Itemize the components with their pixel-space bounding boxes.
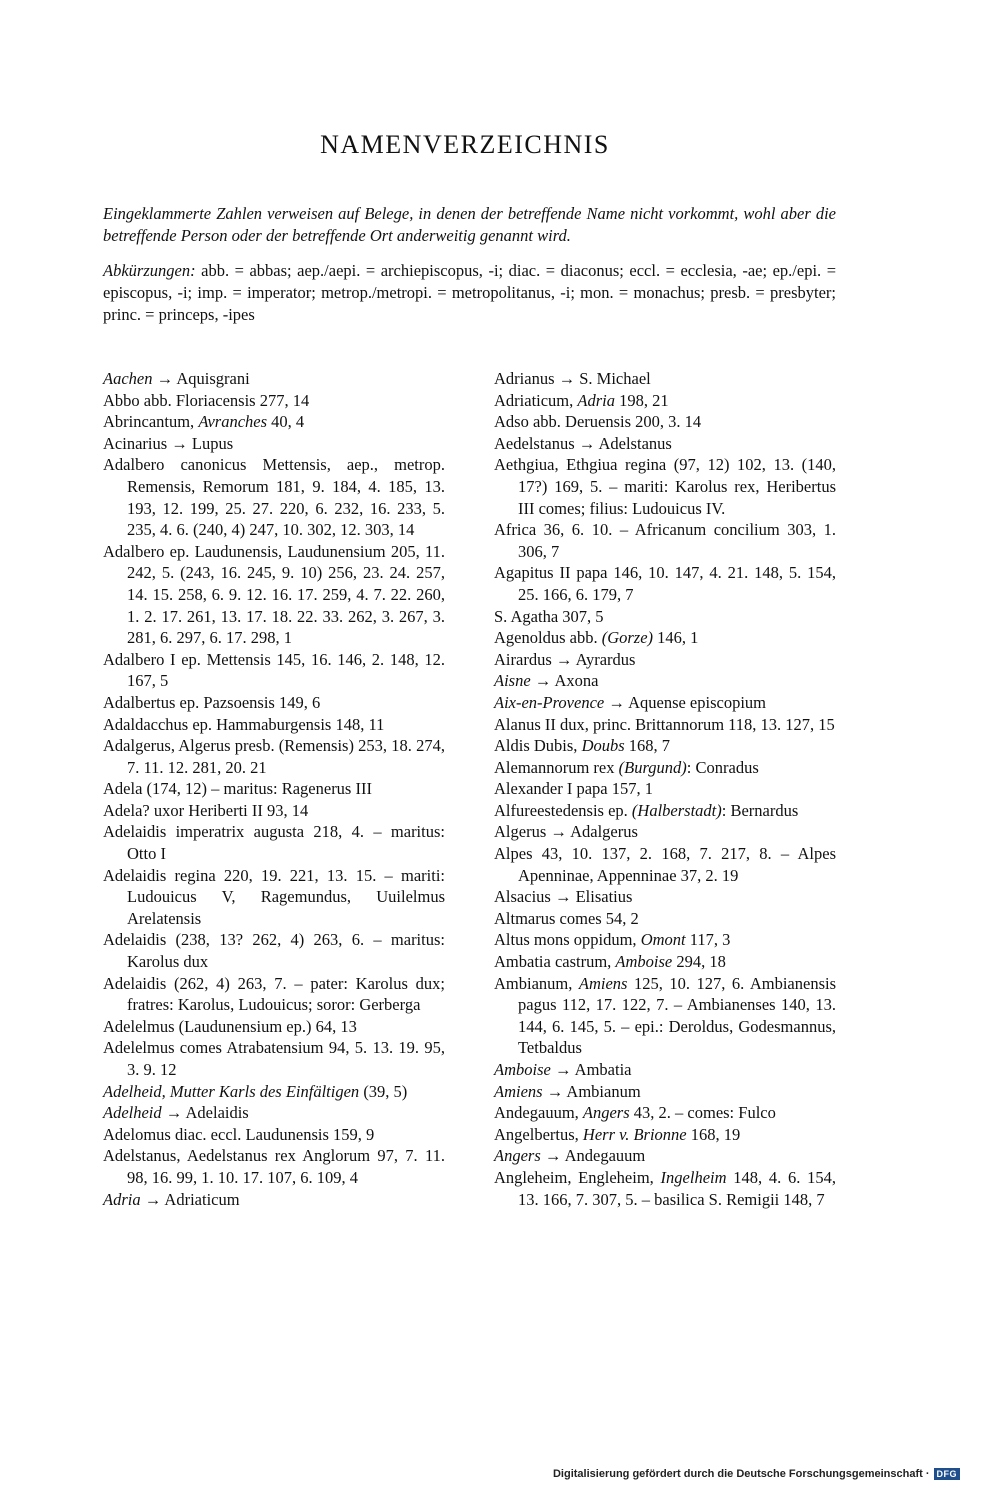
index-entry — [103, 1145, 445, 1188]
entry-segment: Ingelheim — [660, 1167, 727, 1187]
entry-segment: Agapitus II papa 146, 10. 147, 4. 21. 148, 5. 154, 25. 166, 6. 179, 7 — [494, 563, 836, 604]
entry-segment: Aix-en-Provence — [494, 692, 605, 712]
entry-segment: Adela (174, 12) – maritus: Ragenerus III — [103, 779, 372, 799]
entry-segment: Amboise — [494, 1060, 551, 1079]
entry-segment: Alanus II dux, princ. Brittannorum 118, 13. 127, 15 — [494, 714, 835, 734]
entry-segment: Adalgerus, Algerus presb. (Remensis) 253, 18. 274, 7. 11. 12. 281, 20. 21 — [103, 736, 445, 777]
index-entry — [494, 1102, 836, 1124]
entry-segment: → Axona — [530, 671, 599, 691]
entry-segment: Adso abb. Deruensis 200, 3. 14 — [494, 412, 702, 432]
index-entry — [103, 454, 445, 540]
entry-segment: Adria — [577, 390, 615, 410]
index-entry — [494, 519, 836, 562]
entry-segment: 40, 4 — [267, 412, 305, 432]
entry-segment: Ambatia castrum, — [494, 952, 616, 972]
index-entry — [494, 973, 836, 1059]
entry-segment: 117, 3 — [685, 930, 731, 950]
entry-segment: Alexander I papa 157, 1 — [494, 779, 653, 799]
entry-segment: 43, 2. – comes: Fulco — [629, 1103, 776, 1123]
index-entry — [494, 757, 836, 779]
entry-segment: (Halberstadt) — [631, 800, 722, 820]
entry-segment: Andegauum, — [494, 1103, 583, 1123]
entry-segment: Adria — [103, 1189, 141, 1209]
index-entry — [103, 1102, 445, 1124]
entry-segment: → Adelaidis — [161, 1103, 249, 1123]
entry-segment: → Ambatia — [550, 1060, 632, 1079]
entry-segment: Alpes 43, 10. 137, 2. 168, 7. 217, 8. – Alpes Apenninae, Appenninae 37, 2. 19 — [494, 844, 836, 885]
entry-segment: Alsacius → Elisatius — [494, 887, 633, 907]
entry-segment: (39, 5) — [359, 1081, 408, 1101]
entry-segment: → Aquense episcopium — [604, 692, 767, 712]
entry-segment: Adalbertus ep. Pazsoensis 149, 6 — [103, 692, 321, 712]
footer-text: Digitalisierung gefördert durch die Deutsche Forschungsgemeinschaft · — [552, 1468, 930, 1480]
entry-segment: Alemannorum rex — [494, 757, 619, 777]
entry-segment: 168, 7 — [624, 736, 671, 756]
index-entry — [494, 1145, 836, 1167]
index-entry — [494, 1124, 836, 1146]
entry-segment: Adelstanus, Aedelstanus rex Anglorum 97, 7. 11. 98, 16. 99, 1. 10. 17. 107, 6. 109, 4 — [103, 1146, 445, 1187]
entry-segment: Adelheid, Mutter Karls des Einfältigen — [103, 1081, 360, 1101]
index-entry — [494, 714, 836, 736]
index-entry — [103, 735, 445, 778]
entry-segment: Angers — [494, 1146, 541, 1166]
entry-segment: Adelomus diac. eccl. Laudunensis 159, 9 — [103, 1124, 375, 1144]
index-entry — [103, 1124, 445, 1146]
entry-segment: Aldis Dubis, — [494, 736, 582, 756]
index-entry — [494, 692, 836, 714]
footer-credit — [553, 1468, 960, 1480]
index-entry — [103, 649, 445, 692]
entry-segment: : Bernardus — [721, 800, 799, 820]
entry-segment: (Gorze) — [601, 628, 654, 648]
entry-segment: → Ambianum — [542, 1081, 641, 1101]
entry-segment: S. Agatha 307, 5 — [494, 606, 604, 626]
index-column-right — [494, 368, 836, 1210]
entry-segment: → Andegauum — [540, 1146, 646, 1166]
index-entry — [494, 778, 836, 800]
entry-segment: 294, 18 — [672, 952, 726, 972]
entry-segment: Aisne — [494, 671, 531, 691]
index-entry — [494, 627, 836, 649]
entry-segment: Acinarius → Lupus — [103, 433, 234, 453]
entry-segment: Aedelstanus → Adelstanus — [494, 433, 672, 453]
index-entry — [494, 670, 836, 692]
entry-segment: Africa 36, 6. 10. – Africanum concilium 303, 1. 306, 7 — [494, 520, 836, 561]
entry-segment: Altmarus comes 54, 2 — [494, 908, 639, 928]
entry-segment: → Adriaticum — [140, 1189, 240, 1209]
abbreviations-text: abb. = abbas; aep./aepi. = archiepiscopus, -i; diac. = diaconus; eccl. = ecclesia, -ae; ep./epi. = episcopus, -i; imp. = imperator; metrop./metropi. = metropolitanus, -i; mon. = monachus; presb. = presbyter; princ. = princeps, -ipes — [103, 261, 837, 324]
index-column-left — [103, 368, 445, 1210]
index-entry — [494, 886, 836, 908]
index-entry — [494, 411, 836, 433]
entry-segment: Angers — [582, 1103, 630, 1123]
entry-segment: Angelbertus, — [494, 1124, 583, 1144]
entry-segment: Omont — [640, 930, 686, 950]
index-entry — [103, 714, 445, 736]
entry-segment: Angleheim, Engleheim, — [494, 1167, 661, 1187]
entry-segment: Adelaidis regina 220, 19. 221, 13. 15. – mariti: Ludouicus V, Ragemundus, Uuilelmus Arelatensis — [103, 865, 445, 928]
entry-segment: Aethgiua, Ethgiua regina (97, 12) 102, 13. (140, 17?) 169, 5. – mariti: Karolus rex, Heribertus III comes; filius: Ludouicus IV. — [494, 455, 836, 518]
index-entry — [103, 411, 445, 433]
entry-segment: Adelelmus comes Atrabatensium 94, 5. 13. 19. 95, 3. 9. 12 — [103, 1038, 445, 1079]
entry-segment: Airardus → Ayrardus — [494, 649, 636, 669]
entry-segment: Abrincantum, — [103, 412, 199, 432]
entry-segment: Aachen — [103, 369, 153, 388]
index-entry — [103, 541, 445, 649]
index-entry — [494, 1059, 836, 1081]
index-entry — [103, 1081, 445, 1103]
entry-segment: Abbo abb. Floriacensis 277, 14 — [103, 390, 310, 410]
entry-segment: Amiens — [494, 1081, 543, 1101]
index-entry — [494, 433, 836, 455]
entry-segment: Adelaidis (262, 4) 263, 7. – pater: Karolus dux; fratres: Karolus, Ludouicus; soror: Gerberga — [103, 973, 445, 1015]
entry-segment: Adelaidis (238, 13? 262, 4) 263, 6. – maritus: Karolus dux — [103, 930, 445, 972]
entry-segment: Adelaidis imperatrix augusta 218, 4. – maritus: Otto I — [103, 822, 445, 864]
index-entry — [103, 1189, 445, 1211]
entry-segment: Alfureestedensis ep. — [494, 800, 632, 820]
entry-segment: Adalbero ep. Laudunensis, Laudunensium 205, 11. 242, 5. (243, 16. 245, 9. 10) 256, 23. 24. 257, 14. 15. 258, 6. 9. 12. 16. 17. 259, 4. 7. 22. 260, 1. 2. 17. 261, 13. 17. 18. 22. 33. 262, 3. 267, 3. 281, 6. 297, 6. 17. 298, 1 — [103, 541, 445, 648]
index-entry — [494, 1167, 836, 1210]
index-entry — [494, 821, 836, 843]
index-entry — [103, 692, 445, 714]
index-entry — [103, 368, 445, 390]
entry-segment: Doubs — [581, 736, 625, 756]
entry-segment: 198, 21 — [615, 390, 669, 410]
entry-segment: (Burgund) — [618, 757, 687, 777]
index-entry — [494, 843, 836, 886]
index-entry — [103, 865, 445, 930]
index-entry — [103, 800, 445, 822]
entry-segment: Adriaticum, — [494, 390, 578, 410]
entry-segment: Adalbero canonicus Mettensis, aep., metrop. Remensis, Remorum 181, 9. 184, 4. 185, 13. 193, 12. 199, 25. 27. 220, 6. 232, 16. 233, 5. 235, 4. 6. (240, 4) 247, 10. 302, 12. 303, 14 — [103, 455, 445, 540]
index-entry — [494, 800, 836, 822]
page-title: NAMENVERZEICHNIS — [320, 130, 610, 159]
entry-segment: 125, 10. 127, 6. Ambianensis pagus 112, 17. 122, 7. – Ambianenses 140, 13. 144, 6. 145, 5. – epi.: Deroldus, Godesmannus, Tetbaldus — [518, 973, 836, 1058]
entry-segment: → Aquisgrani — [152, 369, 250, 388]
index-entry — [103, 929, 445, 972]
entry-segment: Herr v. Brionne — [582, 1124, 687, 1144]
entry-segment: 146, 1 — [653, 628, 699, 648]
index-entry — [494, 606, 836, 628]
index-entry — [103, 973, 445, 1016]
index-entry — [494, 649, 836, 671]
index-entry — [494, 390, 836, 412]
dfg-logo: DFG — [934, 1468, 961, 1480]
index-entry — [494, 562, 836, 605]
abbreviations-lead: Abkürzungen: — [103, 261, 196, 280]
entry-segment: Algerus → Adalgerus — [494, 822, 638, 842]
index-entry — [494, 951, 836, 973]
index-entry — [103, 390, 445, 412]
entry-segment: Amiens — [578, 973, 628, 993]
entry-segment: Adalbero I ep. Mettensis 145, 16. 146, 2. 148, 12. 167, 5 — [103, 649, 445, 691]
entry-segment: Ambianum, — [494, 973, 579, 993]
index-entry — [103, 1016, 445, 1038]
index-entry — [103, 821, 445, 864]
entry-segment: Avranches — [198, 412, 268, 432]
entry-segment: Adela? uxor Heriberti II 93, 14 — [103, 800, 309, 820]
index-entry — [103, 433, 445, 455]
entry-segment: Adelelmus (Laudunensium ep.) 64, 13 — [103, 1016, 357, 1036]
entry-segment: Altus mons oppidum, — [494, 930, 641, 950]
index-entry — [494, 368, 836, 390]
index-entry — [103, 1037, 445, 1080]
index-entry — [494, 735, 836, 757]
abbreviations-note — [103, 260, 836, 326]
entry-segment: Adaldacchus ep. Hammaburgensis 148, 11 — [103, 714, 385, 734]
entry-segment: Amboise — [615, 952, 673, 972]
intro-note: Eingeklammerte Zahlen verweisen auf Belege, in denen der betreffende Name nicht vorkommt, wohl aber die betreffende Person oder der betreffende Ort anderweitig genannt wird. — [103, 204, 836, 245]
index-entry — [494, 454, 836, 519]
entry-segment: : Conradus — [686, 757, 759, 777]
index-entry — [494, 1081, 836, 1103]
entry-segment: Agenoldus abb. — [494, 628, 602, 648]
index-entry — [494, 929, 836, 951]
entry-segment: Adelheid — [103, 1103, 162, 1123]
entry-segment: Adrianus → S. Michael — [494, 369, 651, 388]
entry-segment: 168, 19 — [686, 1124, 741, 1144]
index-entry — [103, 778, 445, 800]
entry-segment: 148, 4. 6. 154, 13. 166, 7. 307, 5. – basilica S. Remigii 148, 7 — [518, 1167, 837, 1209]
index-entry — [494, 908, 836, 930]
